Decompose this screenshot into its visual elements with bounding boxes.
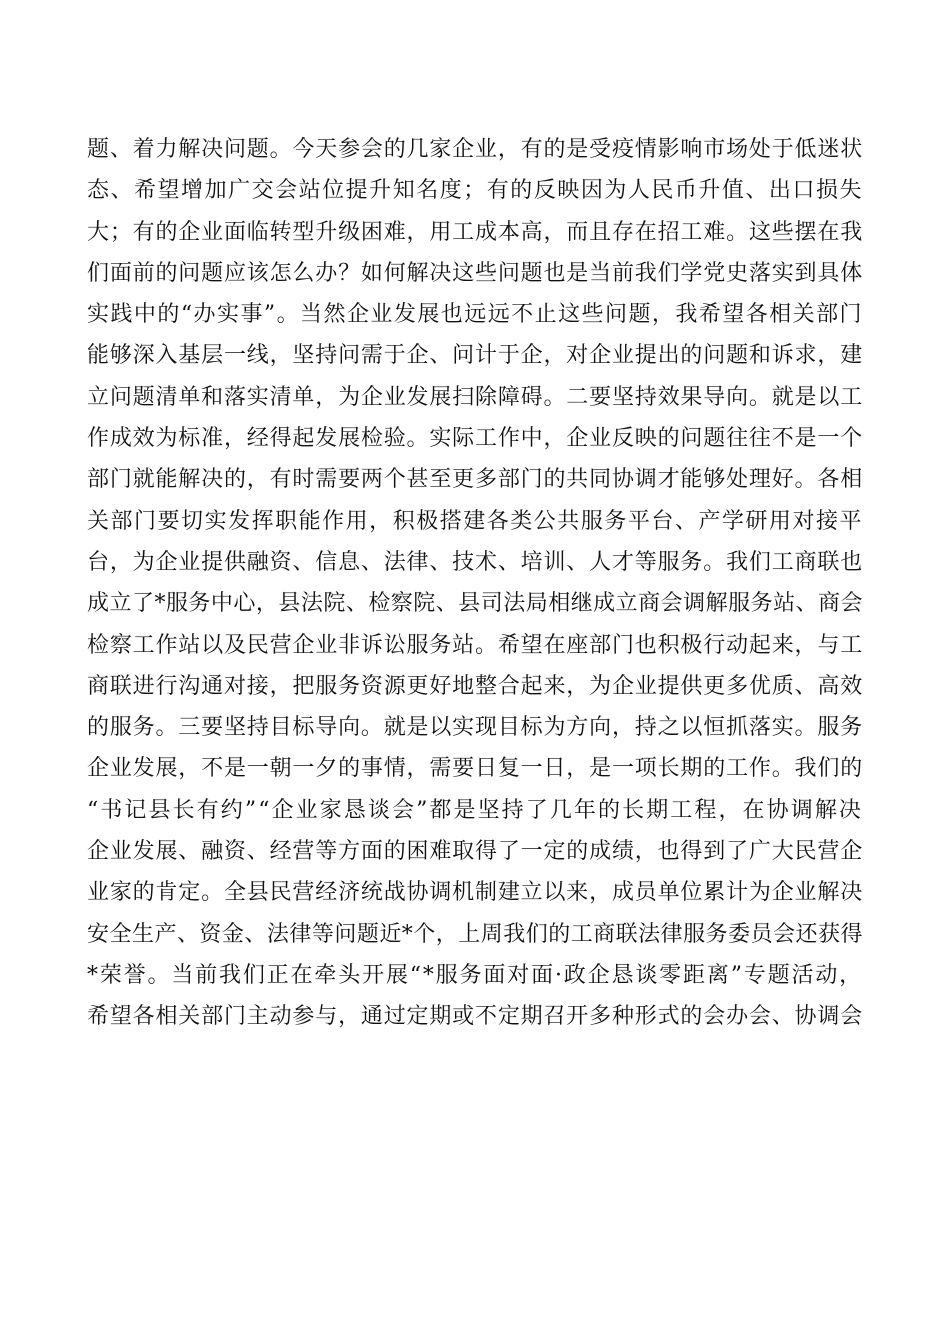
text-line: 商联进行沟通对接，把服务资源更好地整合起来，为企业提供更多优质、高效 xyxy=(87,673,864,699)
text-line: 检察工作站以及民营企业非诉讼服务站。希望在座部门也积极行动起来，与工 xyxy=(87,632,864,658)
text-line: 实践中的“办实事”。当然企业发展也远远不止这些问题，我希望各相关部门 xyxy=(87,302,863,328)
text-line: 安全生产、资金、法律等问题近*个，上周我们的工商联法律服务委员会还获得 xyxy=(87,921,864,947)
text-line: 关部门要切实发挥职能作用，积极搭建各类公共服务平台、产学研用对接平 xyxy=(87,508,863,534)
text-line: 作成效为标准，经得起发展检验。实际工作中，企业反映的问题往往不是一个 xyxy=(87,426,864,452)
text-line: 能够深入基层一线，坚持问需于企、问计于企，对企业提出的问题和诉求，建 xyxy=(87,343,864,369)
text-line: *荣誉。当前我们正在牵头开展“*服务面对面·政企恳谈零距离”专题活动， xyxy=(87,962,863,988)
text-line: 台，为企业提供融资、信息、法律、技术、培训、人才等服务。我们工商联也 xyxy=(87,549,864,575)
text-line: 大；有的企业面临转型升级困难，用工成本高，而且存在招工难。这些摆在我 xyxy=(87,219,864,245)
text-line: 立问题清单和落实清单，为企业发展扫除障碍。二要坚持效果导向。就是以工 xyxy=(87,384,864,410)
text-line: “书记县长有约”“企业家恳谈会”都是坚持了几年的长期工程，在协调解决 xyxy=(87,797,863,823)
text-line: 部门就能解决的，有时需要两个甚至更多部门的共同协调才能够处理好。各相 xyxy=(87,467,864,493)
body-text xyxy=(87,129,863,1038)
text-line: 企业发展，不是一朝一夕的事情，需要日复一日，是一项长期的工作。我们的 xyxy=(87,756,864,782)
text-line: 业家的肯定。全县民营经济统战协调机制建立以来，成员单位累计为企业解决 xyxy=(87,880,864,906)
text-line: 的服务。三要坚持目标导向。就是以实现目标为方向，持之以恒抓落实。服务 xyxy=(87,715,864,741)
text-line: 态、希望增加广交会站位提升知名度；有的反映因为人民币升值、出口损失 xyxy=(87,178,863,204)
text-line: 成立了*服务中心，县法院、检察院、县司法局相继成立商会调解服务站、商会 xyxy=(87,591,864,617)
text-line: 题、着力解决问题。今天参会的几家企业，有的是受疫情影响市场处于低迷状 xyxy=(87,137,864,162)
text-line: 希望各相关部门主动参与，通过定期或不定期召开多种形式的会办会、协调会 xyxy=(87,1004,864,1030)
text-line: 们面前的问题应该怎么办？如何解决这些问题也是当前我们学党史落实到具体 xyxy=(87,260,864,286)
text-line: 企业发展、融资、经营等方面的困难取得了一定的成绩，也得到了广大民营企 xyxy=(87,839,864,865)
